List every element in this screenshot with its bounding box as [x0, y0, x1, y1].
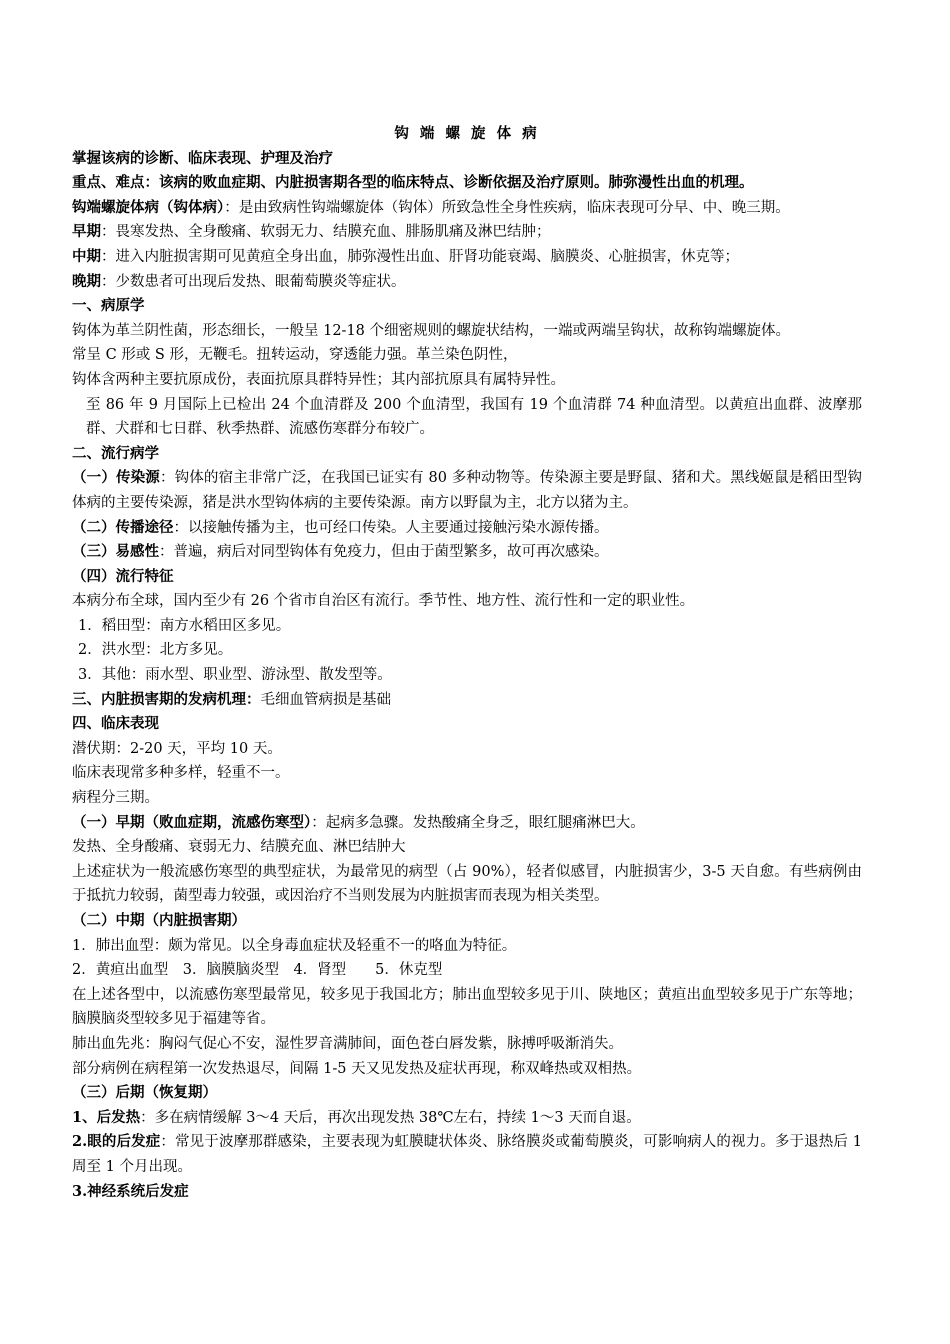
etiology-p2: 常呈 C 形或 S 形，无鞭毛。扭转运动，穿透能力强。革兰染色阴性，: [72, 347, 518, 364]
early-description: 上述症状为一般流感伤寒型的典型症状，为最常见的病型（占 90%），轻者似感冒，内脏损害少，3-5 天自愈。有些病例由于抵抗力较弱，菌型毒力较强，或因治疗不当则发展为内脏损害而表现为相关类型。: [72, 863, 862, 905]
route-label: （二）传播途径: [72, 518, 174, 536]
mid-label: 中期: [72, 247, 101, 265]
early-stage: [72, 811, 862, 836]
post-fever-text: ：多在病情缓解 3～4 天后，再次出现发热 38℃左右，持续 1～3 天而自退。: [140, 1109, 641, 1126]
source-label: （一）传染源: [72, 469, 160, 487]
document-page: [72, 122, 862, 1204]
neuro-sequelae-heading: 3.神经系统后发症: [72, 1182, 189, 1200]
etiology-p1: 钩体为革兰阴性菌，形态细长，一般呈 12-18 个细密规则的螺旋状结构，一端或两端呈钩状，故称钩端螺旋体。: [72, 322, 791, 339]
eye-sequelae-text: ：常见于波摩那群感染，主要表现为虹膜睫状体炎、脉络膜炎或葡萄膜炎，可影响病人的视力。多于退热后 1 周至 1 个月出现。: [72, 1134, 862, 1175]
epidemic-type-item: 2．洪水型：北方多见。: [78, 642, 233, 659]
transmission-route: [72, 516, 862, 541]
susceptibility-label: （三）易感性: [72, 543, 159, 561]
early-stage-text: ：起病多急骤。发热酸痛全身乏，眼红腿痛淋巴大。: [311, 814, 645, 831]
susceptibility: [72, 540, 862, 565]
doc-title: 钩 端 螺 旋 体 病: [394, 125, 540, 142]
etiology-p3: 钩体含两种主要抗原成份，表面抗原具群特异性；其内部抗原具有属特异性。: [72, 371, 565, 388]
susceptibility-text: ：普遍，病后对同型钩体有免疫力，但由于菌型繁多，故可再次感染。: [159, 544, 609, 561]
late-text: ：少数患者可出现后发热、眼葡萄膜炎等症状。: [101, 273, 406, 290]
hemorrhage-warning-signs: 肺出血先兆：胸闷气促心不安，湿性罗音满肺间，面色苍白唇发紫，脉搏呼吸渐消失。: [72, 1035, 623, 1052]
mid-stage-summary: [72, 245, 862, 270]
epidemic-type-item: 3．其他：雨水型、职业型、游泳型、散发型等。: [78, 667, 392, 684]
early-stage-summary: [72, 220, 862, 245]
mid-stage-distribution: 在上述各型中，以流感伤寒型最常见，较多见于我国北方；肺出血型较多见于川、陕地区；黄疸出血型较多见于广东等地；脑膜脑炎型较多见于福建等省。: [72, 986, 862, 1028]
pathogenesis-text: 毛细血管病损是基础: [260, 691, 391, 708]
key-points: 重点、难点：该病的败血症期、内脏损害期各型的临床特点、诊断依据及治疗原则。肺弥漫性出血的机理。: [72, 174, 754, 192]
definition-text: ：是由致病性钩端螺旋体（钩体）所致急性全身性疾病，临床表现可分早、中、晚三期。: [224, 199, 790, 216]
epidemic-features-text: 本病分布全球，国内至少有 26 个省市自治区有流行。季节性、地方性、流行性和一定的职业性。: [72, 593, 695, 610]
late-stage-summary: [72, 270, 862, 295]
source-text: ：钩体的宿主非常广泛，在我国已证实有 80 多种动物等。传染源主要是野鼠、猪和犬。黑线姬鼠是稻田型钩体病的主要传染源，猪是洪水型钩体病的主要传染源。南方以野鼠为主，北方以猪为主。: [72, 470, 863, 511]
early-text: ：畏寒发热、全身酸痛、软弱无力、结膜充血、腓肠肌痛及淋巴结肿；: [101, 224, 551, 241]
eye-sequelae-label: 2.眼的后发症: [72, 1133, 161, 1151]
clinical-varied: 临床表现常多种多样，轻重不一。: [72, 765, 290, 782]
late-stage-heading: （三）后期（恢复期）: [72, 1084, 217, 1102]
pulmonary-hemorrhage-type: 1．肺出血型：颇为常见。以全身毒血症状及轻重不一的咯血为特征。: [72, 937, 517, 954]
post-fever: [72, 1106, 862, 1131]
infection-source: [72, 466, 862, 515]
biphasic-fever: 部分病例在病程第一次发热退尽，间隔 1-5 天又见发热及症状再现，称双峰热或双相热。: [72, 1060, 642, 1077]
epidemic-type-item: 1．稻田型：南方水稻田区多见。: [78, 617, 291, 634]
pathogenesis: [72, 688, 862, 713]
section-heading-etiology: 一、病原学: [72, 297, 145, 315]
section-heading-pathogenesis: 三、内脏损害期的发病机理：: [72, 690, 261, 708]
mid-stage-heading: （二）中期（内脏损害期）: [72, 912, 246, 929]
late-label: 晚期: [72, 272, 101, 290]
definition: [72, 196, 862, 221]
section-heading-epidemiology: 二、流行病学: [72, 444, 159, 462]
objective: 掌握该病的诊断、临床表现、护理及治疗: [72, 149, 333, 167]
early-label: 早期: [72, 223, 101, 241]
mid-stage-types: 2．黄疸出血型 3．脑膜脑炎型 4．肾型 5．休克型: [72, 962, 443, 979]
early-stage-label: （一）早期（败血症期，流感伤寒型）: [72, 813, 312, 831]
incubation-period: 潜伏期：2-20 天，平均 10 天。: [72, 740, 282, 757]
clinical-stages: 病程分三期。: [72, 790, 159, 807]
route-text: ：以接触传播为主，也可经口传染。人主要通过接触污染水源传播。: [173, 519, 609, 536]
definition-label: 钩端螺旋体病（钩体病）: [72, 198, 225, 216]
etiology-p4: 至 86 年 9 月国际上已检出 24 个血清群及 200 个血清型，我国有 19 个血清群 74 种血清型。以黄疸出血群、波摩那群、犬群和七日群、秋季热群、流感伤寒群分布较广。: [86, 396, 862, 438]
post-fever-label: 1、后发热: [72, 1108, 141, 1126]
section-heading-clinical: 四、临床表现: [72, 715, 159, 733]
mid-text: ：进入内脏损害期可见黄疸全身出血，肺弥漫性出血、肝肾功能衰竭、脑膜炎、心脏损害，休克等；: [101, 248, 739, 265]
epidemic-features-heading: （四）流行特征: [72, 567, 174, 585]
eye-sequelae: [72, 1130, 862, 1179]
early-symptoms: 发热、全身酸痛、衰弱无力、结膜充血、淋巴结肿大: [72, 839, 406, 856]
